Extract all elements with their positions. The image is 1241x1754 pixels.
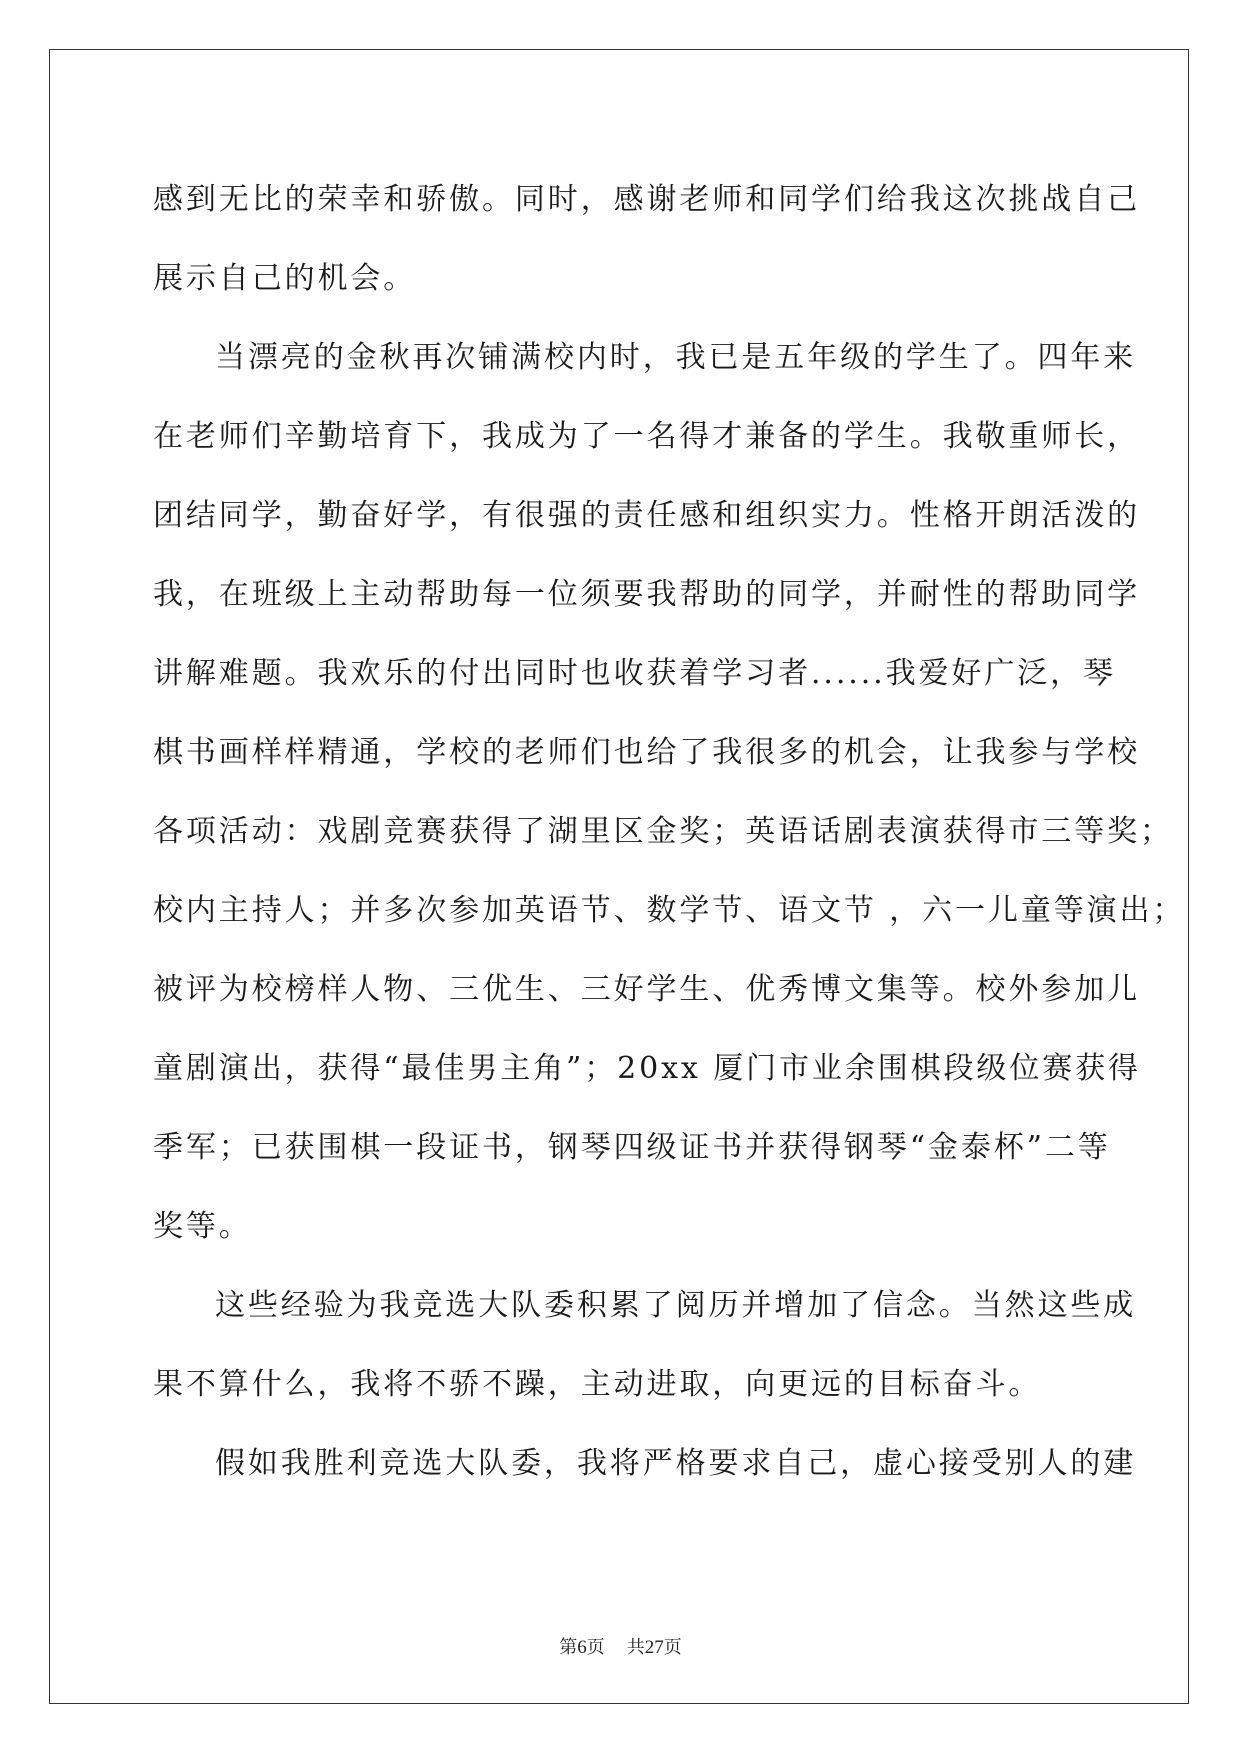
text-line: 果不算什么，我将不骄不躁，主动进取，向更远的目标奋斗。 (153, 1367, 1042, 1402)
total-suffix: 页 (663, 1637, 682, 1657)
text-line: 在老师们辛勤培育下，我成为了一名得才兼备的学生。我敬重师长， (153, 419, 1140, 454)
total-prefix: 共 (626, 1637, 645, 1657)
paragraph-start-line: 这些经验为我竞选大队委积累了阅历并增加了信念。当然这些成 (215, 1288, 1137, 1323)
text-line: 展示自己的机会。 (153, 261, 417, 296)
page-prefix: 第 (559, 1637, 578, 1657)
text-line: 季军；已获围棋一段证书，钢琴四级证书并获得钢琴“金泰杯”二等 (153, 1130, 1111, 1165)
text-line: 我，在班级上主动帮助每一位须要我帮助的同学，并耐性的帮助同学 (153, 577, 1140, 612)
text-line: 感到无比的荣幸和骄傲。同时，感谢老师和同学们给我这次挑战自己 (153, 182, 1140, 217)
paragraph-start-line: 当漂亮的金秋再次铺满校内时，我已是五年级的学生了。四年来 (215, 340, 1137, 375)
page-footer (0, 1633, 1241, 1659)
text-line: 团结同学，勤奋好学，有很强的责任感和组织实力。性格开朗活泼的 (153, 498, 1140, 533)
total-pages: 27 (644, 1637, 664, 1658)
document-body (153, 160, 1186, 1503)
text-line: 校内主持人；并多次参加英语节、数学节、语文节 ，六一儿童等演出； (153, 893, 1186, 928)
text-line: 被评为校榜样人物、三优生、三好学生、优秀博文集等。校外参加儿 (153, 972, 1140, 1007)
page-suffix: 页 (586, 1637, 605, 1657)
text-line: 棋书画样样精通，学校的老师们也给了我很多的机会，让我参与学校 (153, 735, 1140, 770)
page-number: 6 (577, 1637, 587, 1658)
text-line: 讲解难题。我欢乐的付出同时也收获着学习者......我爱好广泛，琴 (153, 656, 1116, 691)
text-line: 各项活动：戏剧竞赛获得了湖里区金奖；英语话剧表演获得市三等奖； (153, 814, 1173, 849)
text-line: 童剧演出，获得“最佳男主角”；20xx 厦门市业余围棋段级位赛获得 (153, 1051, 1141, 1086)
text-line: 奖等。 (153, 1209, 252, 1244)
paragraph-start-line: 假如我胜利竞选大队委，我将严格要求自己，虚心接受别人的建 (215, 1446, 1137, 1481)
